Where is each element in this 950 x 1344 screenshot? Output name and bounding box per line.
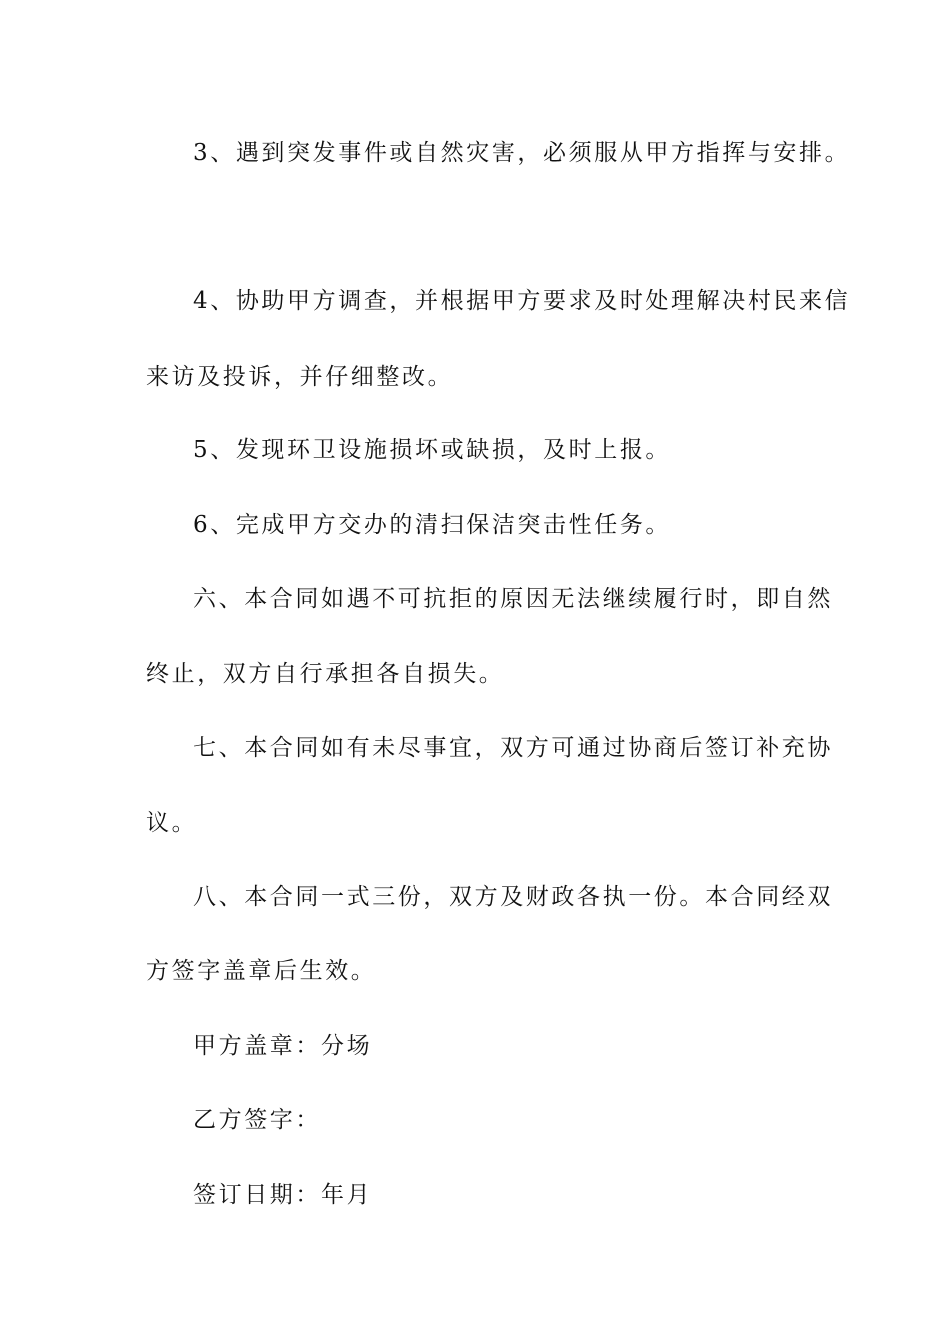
section-eight-line-1: 八、本合同一式三份，双方及财政各执一份。本合同经双: [193, 884, 833, 910]
section-six-line-2: 终止，双方自行承担各自损失。: [146, 661, 505, 687]
clause-6-line-1: 6、完成甲方交办的清扫保洁突击性任务。: [193, 512, 672, 538]
clause-4-line-2: 来访及投诉，并仔细整改。: [146, 364, 454, 390]
clause-5-line-1: 5、发现环卫设施损坏或缺损，及时上报。: [193, 437, 672, 463]
party-a-seal-line: 甲方盖章：分场: [193, 1033, 373, 1059]
section-seven-line-1: 七、本合同如有未尽事宜，双方可通过协商后签订补充协: [193, 735, 833, 761]
section-eight-line-2: 方签字盖章后生效。: [146, 958, 377, 984]
section-seven-line-2: 议。: [146, 810, 198, 836]
clause-3-line-1: 3、遇到突发事件或自然灾害，必须服从甲方指挥与安排。: [193, 140, 851, 166]
signing-date-line: 签订日期：年月: [193, 1182, 373, 1208]
clause-4-line-1: 4、协助甲方调查，并根据甲方要求及时处理解决村民来信: [193, 288, 851, 314]
party-b-signature-line: 乙方签字：: [193, 1107, 321, 1133]
section-six-line-1: 六、本合同如遇不可抗拒的原因无法继续履行时，即自然: [193, 586, 833, 612]
